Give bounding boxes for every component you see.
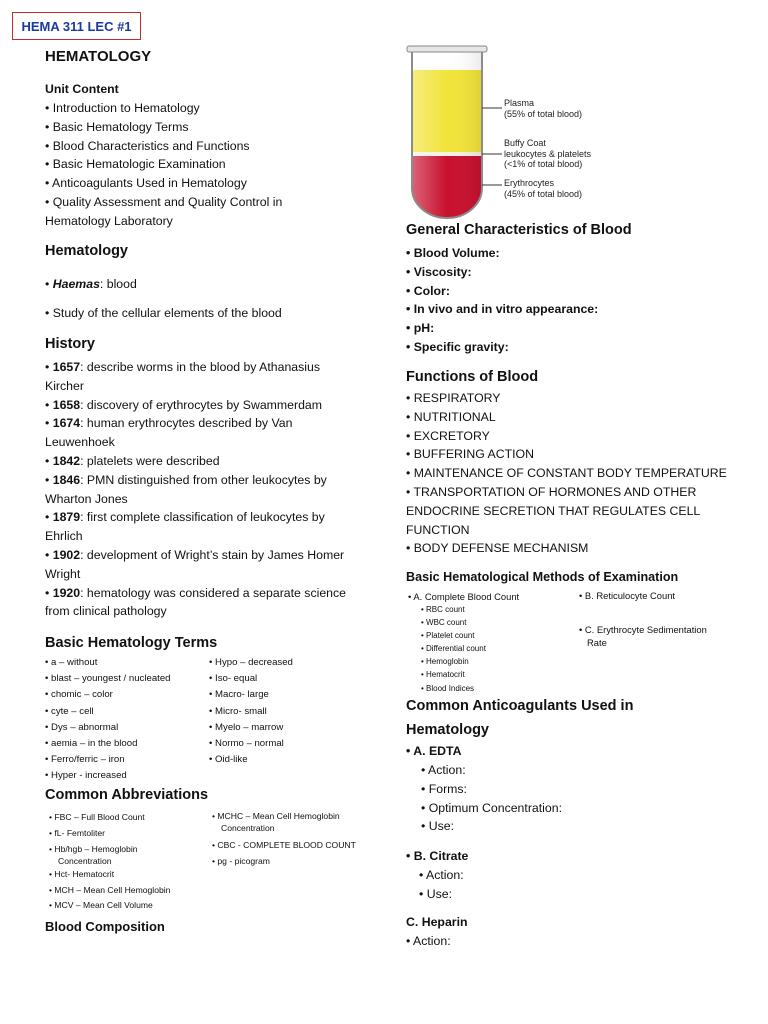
list-item: • Anticoagulants Used in Hematology bbox=[45, 176, 247, 191]
list-item: • Platelet count bbox=[421, 631, 475, 641]
list-item: • MAINTENANCE OF CONSTANT BODY TEMPERATURE bbox=[406, 466, 727, 481]
term-item: • Oid-like bbox=[209, 754, 248, 766]
anticoagulants-heading: Common Anticoagulants Used in bbox=[406, 698, 634, 714]
history-item: from clinical pathology bbox=[45, 604, 167, 619]
list-item: • pH: bbox=[406, 321, 435, 336]
abbr-item: • Hct- Hematocrit bbox=[49, 869, 115, 880]
study-line: • Study of the cellular elements of the blood bbox=[45, 306, 282, 320]
heparin-heading: C. Heparin bbox=[406, 915, 468, 929]
term-item: • Macro- large bbox=[209, 689, 269, 701]
list-item: • Basic Hematology Terms bbox=[45, 119, 189, 134]
list-item: • Viscosity: bbox=[406, 264, 472, 279]
list-item: • Specific gravity: bbox=[406, 339, 509, 354]
list-item: • RESPIRATORY bbox=[406, 391, 501, 405]
list-item: • Optimum Concentration: bbox=[421, 800, 562, 815]
general-characteristics-heading: General Characteristics of Blood bbox=[406, 222, 632, 238]
course-tag: HEMA 311 LEC #1 bbox=[12, 12, 141, 40]
term-item: • blast – youngest / nucleated bbox=[45, 673, 171, 685]
reticulocyte-label: • B. Reticulocyte Count bbox=[579, 590, 676, 601]
list-item: • Hematocrit bbox=[421, 670, 465, 680]
edta-list bbox=[421, 761, 562, 836]
list-item: • Action: bbox=[419, 868, 464, 882]
history-item: • 1658: discovery of erythrocytes by Swammerdam bbox=[45, 397, 323, 412]
abbr-item: • MCHC – Mean Cell Hemoglobin bbox=[212, 811, 340, 821]
term-item: • Hyper - increased bbox=[45, 770, 127, 782]
list-item: • BODY DEFENSE MECHANISM bbox=[406, 541, 589, 556]
list-item: FUNCTION bbox=[406, 522, 470, 537]
list-item: Hematology Laboratory bbox=[45, 213, 173, 228]
list-item: • Action: bbox=[421, 763, 466, 777]
term-item: • a – without bbox=[45, 657, 98, 668]
list-item: • Color: bbox=[406, 283, 450, 298]
term-item: • aemia – in the blood bbox=[45, 738, 138, 750]
history-item: • 1674: human erythrocytes described by Van bbox=[45, 416, 293, 431]
cbc-list bbox=[421, 603, 486, 695]
abbr-item: • Hb/hgb – Hemoglobin bbox=[49, 844, 138, 855]
tube-outline bbox=[412, 50, 482, 218]
abbr-item: • CBC - COMPLETE BLOOD COUNT bbox=[212, 840, 356, 850]
history-item: Kircher bbox=[45, 378, 84, 393]
list-item: • WBC count bbox=[421, 618, 467, 628]
buffy-label: Buffy Coat bbox=[504, 138, 546, 148]
edta-heading: • A. EDTA bbox=[406, 744, 462, 758]
list-item: • Blood Characteristics and Functions bbox=[45, 138, 250, 153]
list-item: • Forms: bbox=[421, 781, 467, 796]
list-item: • In vivo and in vitro appearance: bbox=[406, 302, 599, 317]
term-item: • Iso- equal bbox=[209, 673, 258, 685]
history-item: • 1846: PMN distinguished from other leukocytes by bbox=[45, 472, 327, 487]
abbr-item: • MCH – Mean Cell Hemoglobin bbox=[49, 884, 171, 895]
anticoagulants-heading-cont: Hematology bbox=[406, 722, 489, 738]
list-item: • Action: bbox=[406, 934, 451, 948]
list-item: • TRANSPORTATION OF HORMONES AND OTHER bbox=[406, 484, 697, 499]
haemas-line: • Haemas: blood bbox=[45, 277, 137, 291]
abbr-col-1 bbox=[49, 810, 170, 914]
history-item: • 1842: platelets were described bbox=[45, 453, 220, 468]
list-item: • Differential count bbox=[421, 644, 486, 654]
functions-heading: Functions of Blood bbox=[406, 369, 539, 385]
history-item: Ehrlich bbox=[45, 529, 83, 544]
list-item: • BUFFERING ACTION bbox=[406, 447, 534, 462]
buffy-sub: leukocytes & platelets bbox=[504, 149, 592, 159]
citrate-list bbox=[419, 866, 464, 904]
unit-content-heading: Unit Content bbox=[45, 82, 119, 96]
plasma-label: Plasma bbox=[504, 98, 535, 108]
list-item: ENDOCRINE SECRETION THAT REGULATES CELL bbox=[406, 503, 701, 518]
citrate-heading: • B. Citrate bbox=[406, 849, 469, 863]
terms-col-2 bbox=[209, 655, 293, 768]
list-item: • Blood Volume: bbox=[406, 246, 500, 260]
history-list bbox=[45, 358, 346, 621]
haemas-term: Haemas bbox=[52, 277, 100, 291]
erythrocyte-percent: (45% of total blood) bbox=[504, 189, 583, 199]
page-title: HEMATOLOGY bbox=[45, 48, 152, 65]
blood-tube-figure bbox=[400, 40, 640, 220]
terms-heading: Basic Hematology Terms bbox=[45, 635, 218, 651]
abbr-item: Concentration bbox=[58, 856, 112, 867]
history-item: Wright bbox=[45, 566, 81, 581]
abbr-col-2 bbox=[212, 810, 356, 869]
history-item: Wharton Jones bbox=[45, 491, 128, 506]
term-item: • Dys – abnormal bbox=[45, 721, 119, 733]
term-item: • chomic – color bbox=[45, 689, 113, 701]
history-item: • 1902: development of Wright’s stain by James Homer bbox=[45, 547, 345, 562]
abbr-item: Concentration bbox=[221, 823, 275, 833]
term-item: • Normo – normal bbox=[209, 738, 284, 750]
history-item: • 1879: first complete classification of leukocytes by bbox=[45, 510, 325, 525]
buffy-percent: (<1% of total blood) bbox=[504, 159, 583, 169]
functions-list bbox=[406, 389, 727, 558]
list-item: • EXCRETORY bbox=[406, 428, 490, 443]
general-characteristics-list bbox=[406, 244, 598, 357]
blood-composition-heading: Blood Composition bbox=[45, 919, 165, 934]
cbc-label: • A. Complete Blood Count bbox=[408, 591, 520, 602]
list-item: • Use: bbox=[421, 819, 455, 834]
list-item: • RBC count bbox=[421, 605, 465, 614]
list-item: • Blood Indices bbox=[421, 683, 475, 693]
list-item: • Hemoglobin bbox=[421, 657, 469, 667]
abbreviations-heading: Common Abbreviations bbox=[45, 787, 209, 803]
heparin-list bbox=[406, 932, 451, 951]
list-item: • Introduction to Hematology bbox=[45, 101, 200, 115]
history-item: • 1920: hematology was considered a separate science bbox=[45, 585, 346, 600]
history-item: • 1657: describe worms in the blood by Athanasius bbox=[45, 360, 321, 374]
list-item: • Basic Hematologic Examination bbox=[45, 157, 226, 172]
term-item: • Micro- small bbox=[209, 705, 267, 717]
term-item: • cyte – cell bbox=[45, 705, 94, 717]
history-item: Leuwenhoek bbox=[45, 435, 115, 450]
term-item: • Ferro/ferric – iron bbox=[45, 754, 125, 766]
unit-content-list bbox=[45, 99, 282, 231]
term-item: • Hypo – decreased bbox=[209, 657, 293, 668]
term-item: • Myelo – marrow bbox=[209, 721, 284, 733]
abbr-item: • fL- Femtoliter bbox=[49, 827, 106, 838]
erythrocyte-label: Erythrocytes bbox=[504, 178, 555, 188]
haemas-def: : blood bbox=[99, 277, 137, 291]
methods-heading: Basic Hematological Methods of Examination bbox=[406, 570, 679, 584]
esr-label: • C. Erythrocyte Sedimentation bbox=[579, 624, 707, 635]
history-heading: History bbox=[45, 336, 95, 352]
abbr-item: • pg - picogram bbox=[212, 856, 270, 866]
list-item: • NUTRITIONAL bbox=[406, 409, 496, 424]
tube-rim bbox=[407, 46, 487, 52]
esr-label-cont: Rate bbox=[587, 637, 607, 648]
abbr-item: • MCV – Mean Cell Volume bbox=[49, 900, 153, 911]
list-item: • Use: bbox=[419, 886, 453, 901]
abbr-item: • FBC – Full Blood Count bbox=[49, 812, 145, 822]
terms-col-1 bbox=[45, 655, 171, 785]
plasma-percent: (55% of total blood) bbox=[504, 109, 583, 119]
list-item: • Quality Assessment and Quality Control in bbox=[45, 194, 283, 209]
hematology-heading: Hematology bbox=[45, 243, 128, 259]
